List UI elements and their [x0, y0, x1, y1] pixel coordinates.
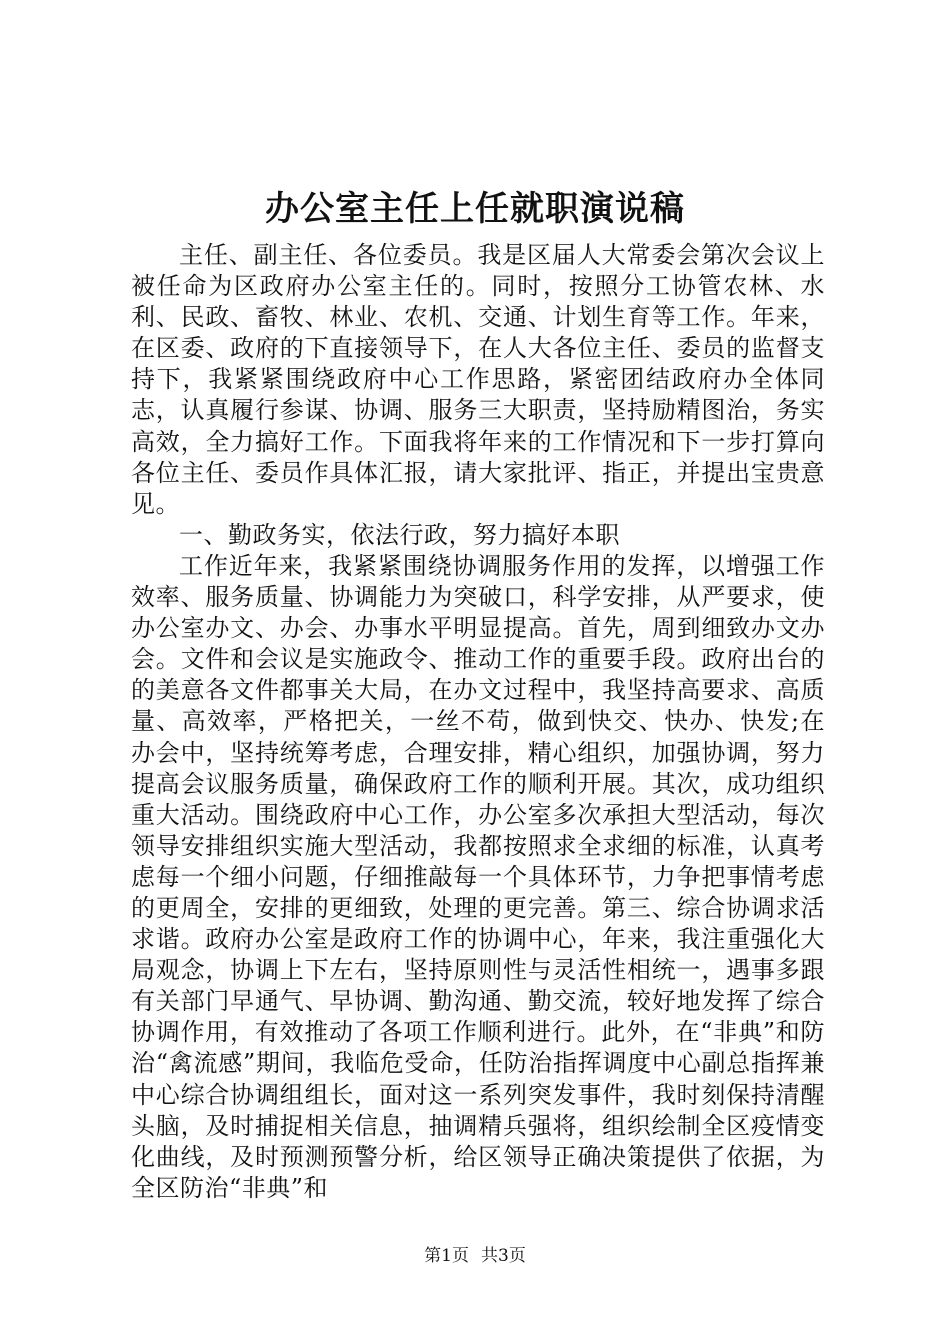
document-body — [131, 240, 825, 1204]
page-total: 共3页 — [481, 1246, 526, 1266]
section-heading: 一、勤政务实，依法行政，努力搞好本职 — [179, 520, 620, 549]
paragraph-work: 工作近年来，我紧紧围绕协调服务作用的发挥，以增强工作效率、服务质量、协调能力为突破口，科学安排，从严要求，使办公室办文、办会、办事水平明显提高。首先，周到细致办文办会。文件和会议是实施政令、推动工作的重要手段。政府出台的的美意各文件都事关大局，在办文过程中，我坚持高要求、高质量、高效率，严格把关，一丝不苟，做到快交、快办、快发;在办会中，坚持统筹考虑，合理安排，精心组织，加强协调，努力提高会议服务质量，确保政府工作的顺利开展。其次，成功组织重大活动。围绕政府中心工作，办公室多次承担大型活动，每次领导安排组织实施大型活动，我都按照求全求细的标准，认真考虑每一个细小问题，仔细推敲每一个具体环节，力争把事情考虑的更周全，安排的更细致，处理的更完善。第三、综合协调求活求谐。政府办公室是政府工作的协调中心，年来，我注重强化大局观念，协调上下左右，坚持原则性与灵活性相统一，遇事多跟有关部门早通气、早协调、勤沟通、勤交流，较好地发挥了综合协调作用，有效推动了各项工作顺利进行。此外，在“非典”和防治“禽流感”期间，我临危受命，任防治指挥调度中心副总指挥兼中心综合协调组组长，面对这一系列突发事件，我时刻保持清醒头脑，及时捕捉相关信息，抽调精兵强将，组织绘制全区疫情变化曲线，及时预测预警分析，给区领导正确决策提供了依据，为全区防治“非典”和 — [131, 551, 825, 1202]
page-number: 第1页 — [424, 1246, 469, 1266]
document-title: 办公室主任上任就职演说稿 — [265, 189, 685, 229]
page-footer — [0, 1245, 950, 1267]
paragraph-intro: 主任、副主任、各位委员。我是区届人大常委会第次会议上被任命为区政府办公室主任的。同时，按照分工协管农林、水利、民政、畜牧、林业、农机、交通、计划生育等工作。年来，在区委、政府的下直接领导下，在人大各位主任、委员的监督支持下，我紧紧围绕政府中心工作思路，紧密团结政府办全体同志，认真履行参谋、协调、服务三大职责，坚持励精图治，务实高效，全力搞好工作。下面我将年来的工作情况和下一步打算向各位主任、委员作具体汇报，请大家批评、指正，并提出宝贵意见。 — [131, 241, 825, 518]
